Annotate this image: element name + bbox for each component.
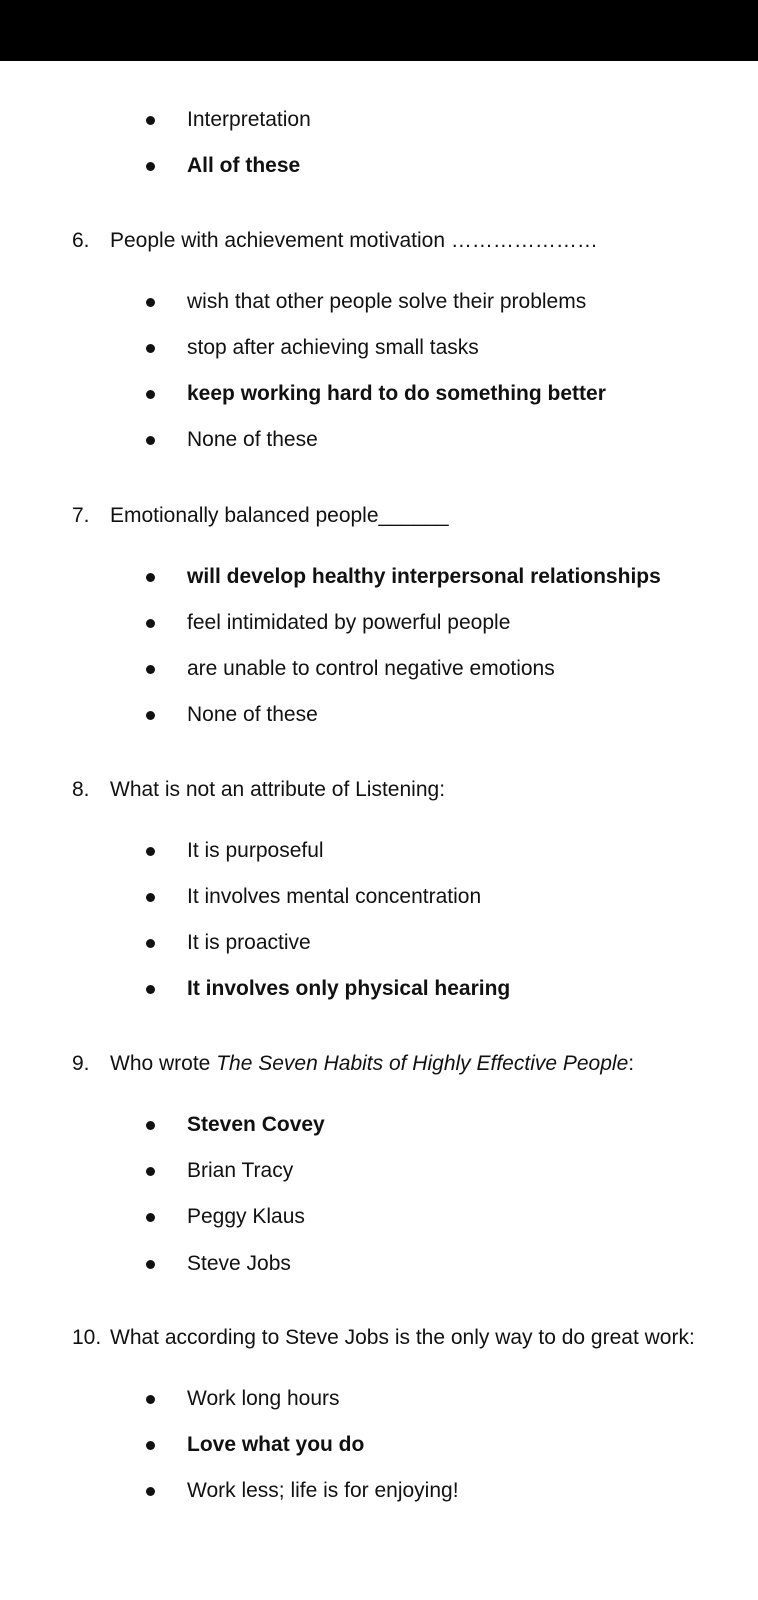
question-number: 8. bbox=[72, 778, 90, 801]
option-text: Steve Jobs bbox=[187, 1252, 291, 1275]
question-number: 7. bbox=[72, 504, 90, 527]
bullet-icon bbox=[146, 985, 155, 994]
question-text: Who wrote bbox=[110, 1052, 217, 1075]
bullet-icon bbox=[146, 436, 155, 445]
book-title: The Seven Habits of Highly Effective People bbox=[216, 1052, 629, 1075]
option-text: Work less; life is for enjoying! bbox=[187, 1479, 459, 1502]
option-text: stop after achieving small tasks bbox=[187, 336, 479, 359]
question-text: What according to Steve Jobs is the only way to do great work: bbox=[110, 1326, 695, 1349]
bullet-icon bbox=[146, 162, 155, 171]
question-text: Emotionally balanced people______ bbox=[110, 504, 449, 527]
option-text: None of these bbox=[187, 428, 318, 451]
bullet-icon bbox=[146, 711, 155, 720]
bullet-icon bbox=[146, 893, 155, 902]
question-text-end: : bbox=[628, 1052, 635, 1075]
bullet-icon bbox=[146, 1167, 155, 1176]
bullet-icon bbox=[146, 1260, 155, 1269]
bullet-icon bbox=[146, 116, 155, 125]
bullet-icon bbox=[146, 1121, 155, 1130]
question-number: 9. bbox=[72, 1052, 90, 1075]
option-text: Love what you do bbox=[187, 1433, 365, 1456]
option-text: All of these bbox=[187, 154, 301, 177]
option-text: None of these bbox=[187, 703, 318, 726]
bullet-icon bbox=[146, 1487, 155, 1496]
option-text: are unable to control negative emotions bbox=[187, 657, 555, 680]
option-text: Peggy Klaus bbox=[187, 1205, 305, 1228]
bullet-icon bbox=[146, 298, 155, 307]
bullet-icon bbox=[146, 939, 155, 948]
bullet-icon bbox=[146, 847, 155, 856]
option-text: It involves mental concentration bbox=[187, 885, 482, 908]
question-number: 10. bbox=[72, 1326, 102, 1349]
option-text: will develop healthy interpersonal relationships bbox=[187, 565, 661, 588]
bullet-icon bbox=[146, 344, 155, 353]
question-7 bbox=[72, 502, 449, 530]
option-text: Work long hours bbox=[187, 1387, 340, 1410]
option-text: wish that other people solve their problems bbox=[187, 290, 587, 313]
option-text: Steven Covey bbox=[187, 1113, 325, 1136]
bullet-icon bbox=[146, 390, 155, 399]
option-text: feel intimidated by powerful people bbox=[187, 611, 511, 634]
option-text: It involves only physical hearing bbox=[187, 977, 511, 1000]
top-black-bar bbox=[0, 0, 758, 61]
question-text: What is not an attribute of Listening: bbox=[110, 778, 446, 801]
question-8 bbox=[72, 776, 445, 804]
bullet-icon bbox=[146, 619, 155, 628]
option-text: keep working hard to do something better bbox=[187, 382, 606, 405]
bullet-icon bbox=[146, 573, 155, 582]
option-text: It is purposeful bbox=[187, 839, 324, 862]
question-9 bbox=[72, 1050, 634, 1078]
bullet-icon bbox=[146, 1213, 155, 1222]
question-6 bbox=[72, 227, 598, 255]
question-number: 6. bbox=[72, 229, 90, 252]
question-10 bbox=[72, 1324, 695, 1352]
option-text: Interpretation bbox=[187, 108, 311, 131]
bullet-icon bbox=[146, 1441, 155, 1450]
question-text: People with achievement motivation ………………… bbox=[110, 229, 598, 252]
option-text: It is proactive bbox=[187, 931, 311, 954]
bullet-icon bbox=[146, 1395, 155, 1404]
option-text: Brian Tracy bbox=[187, 1159, 294, 1182]
bullet-icon bbox=[146, 665, 155, 674]
